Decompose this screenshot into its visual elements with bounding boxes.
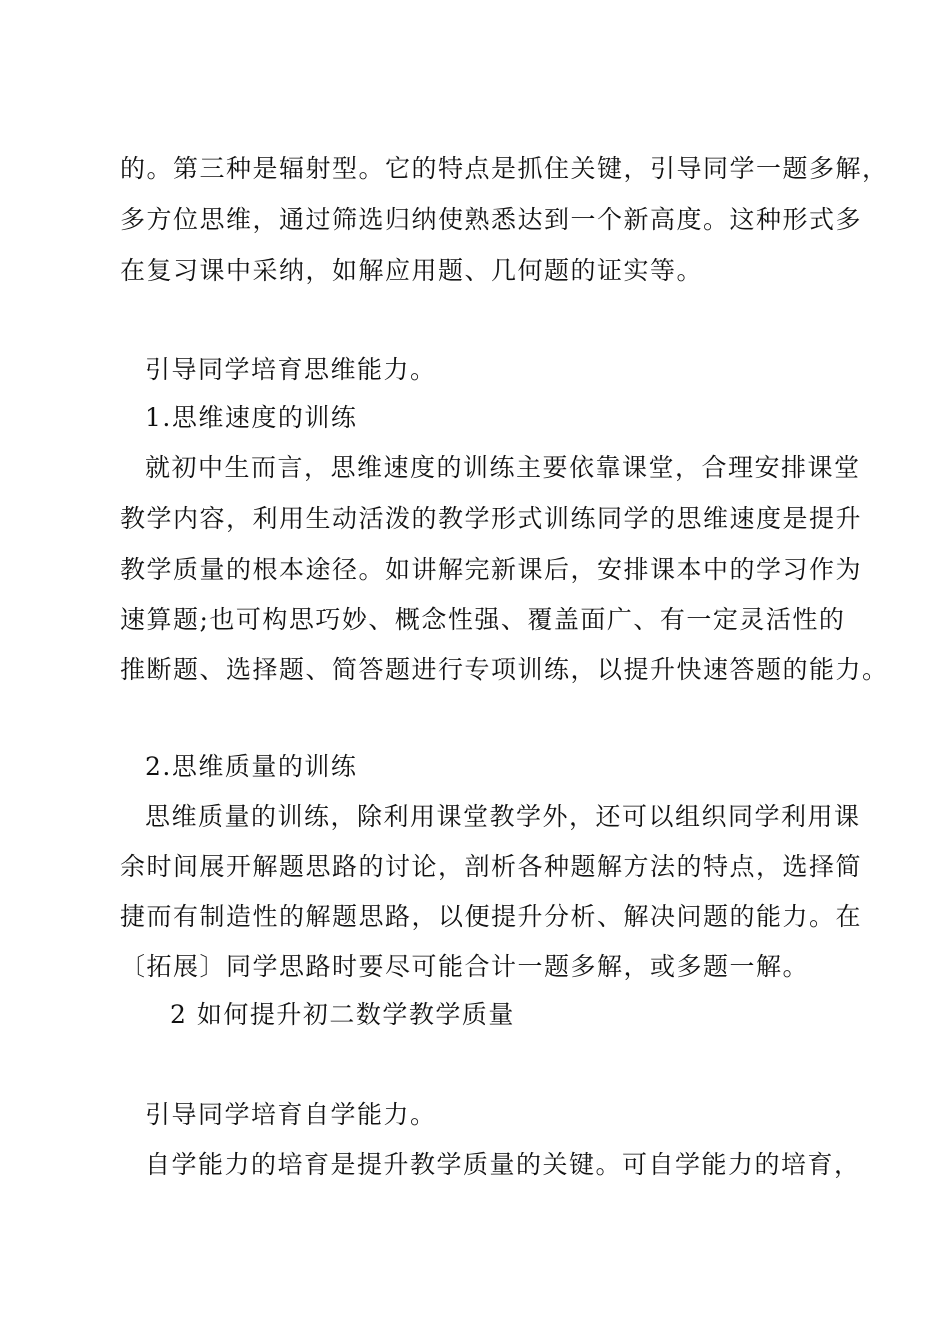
text-line: 捷而有制造性的解题思路，以便提升分析、解决问题的能力。在 — [120, 902, 863, 931]
section-heading: 引导同学培育思维能力。 — [145, 355, 437, 384]
subsection-heading: 1.思维速度的训练 — [145, 403, 358, 432]
text-line: 推断题、选择题、简答题进行专项训练，以提升快速答题的能力。 — [120, 655, 889, 684]
section-title: 2 如何提升初二数学教学质量 — [170, 1000, 515, 1029]
text-line: 〔拓展〕同学思路时要尽可能合计一题多解，或多题一解。 — [120, 952, 810, 981]
text-line: 的。第三种是辐射型。它的特点是抓住关键，引导同学一题多解， — [120, 154, 889, 183]
text-line: 思维质量的训练，除利用课堂教学外，还可以组织同学利用课 — [145, 802, 861, 831]
text-line: 就初中生而言，思维速度的训练主要依靠课堂，合理安排课堂 — [145, 453, 861, 482]
text-line: 余时间展开解题思路的讨论，剖析各种题解方法的特点，选择简 — [120, 852, 863, 881]
text-line: 在复习课中采纳，如解应用题、几何题的证实等。 — [120, 256, 704, 285]
text-line: 教学内容，利用生动活泼的教学形式训练同学的思维速度是提升 — [120, 504, 863, 533]
text-line: 自学能力的培育是提升教学质量的关键。可自学能力的培育， — [145, 1150, 861, 1179]
text-line: 多方位思维，通过筛选归纳使熟悉达到一个新高度。这种形式多 — [120, 205, 863, 234]
subsection-heading: 2.思维质量的训练 — [145, 752, 358, 781]
text-line: 速算题;也可构思巧妙、概念性强、覆盖面广、有一定灵活性的 — [120, 605, 846, 634]
text-line: 教学质量的根本途径。如讲解完新课后，安排课本中的学习作为 — [120, 555, 863, 584]
section-heading: 引导同学培育自学能力。 — [145, 1100, 437, 1129]
